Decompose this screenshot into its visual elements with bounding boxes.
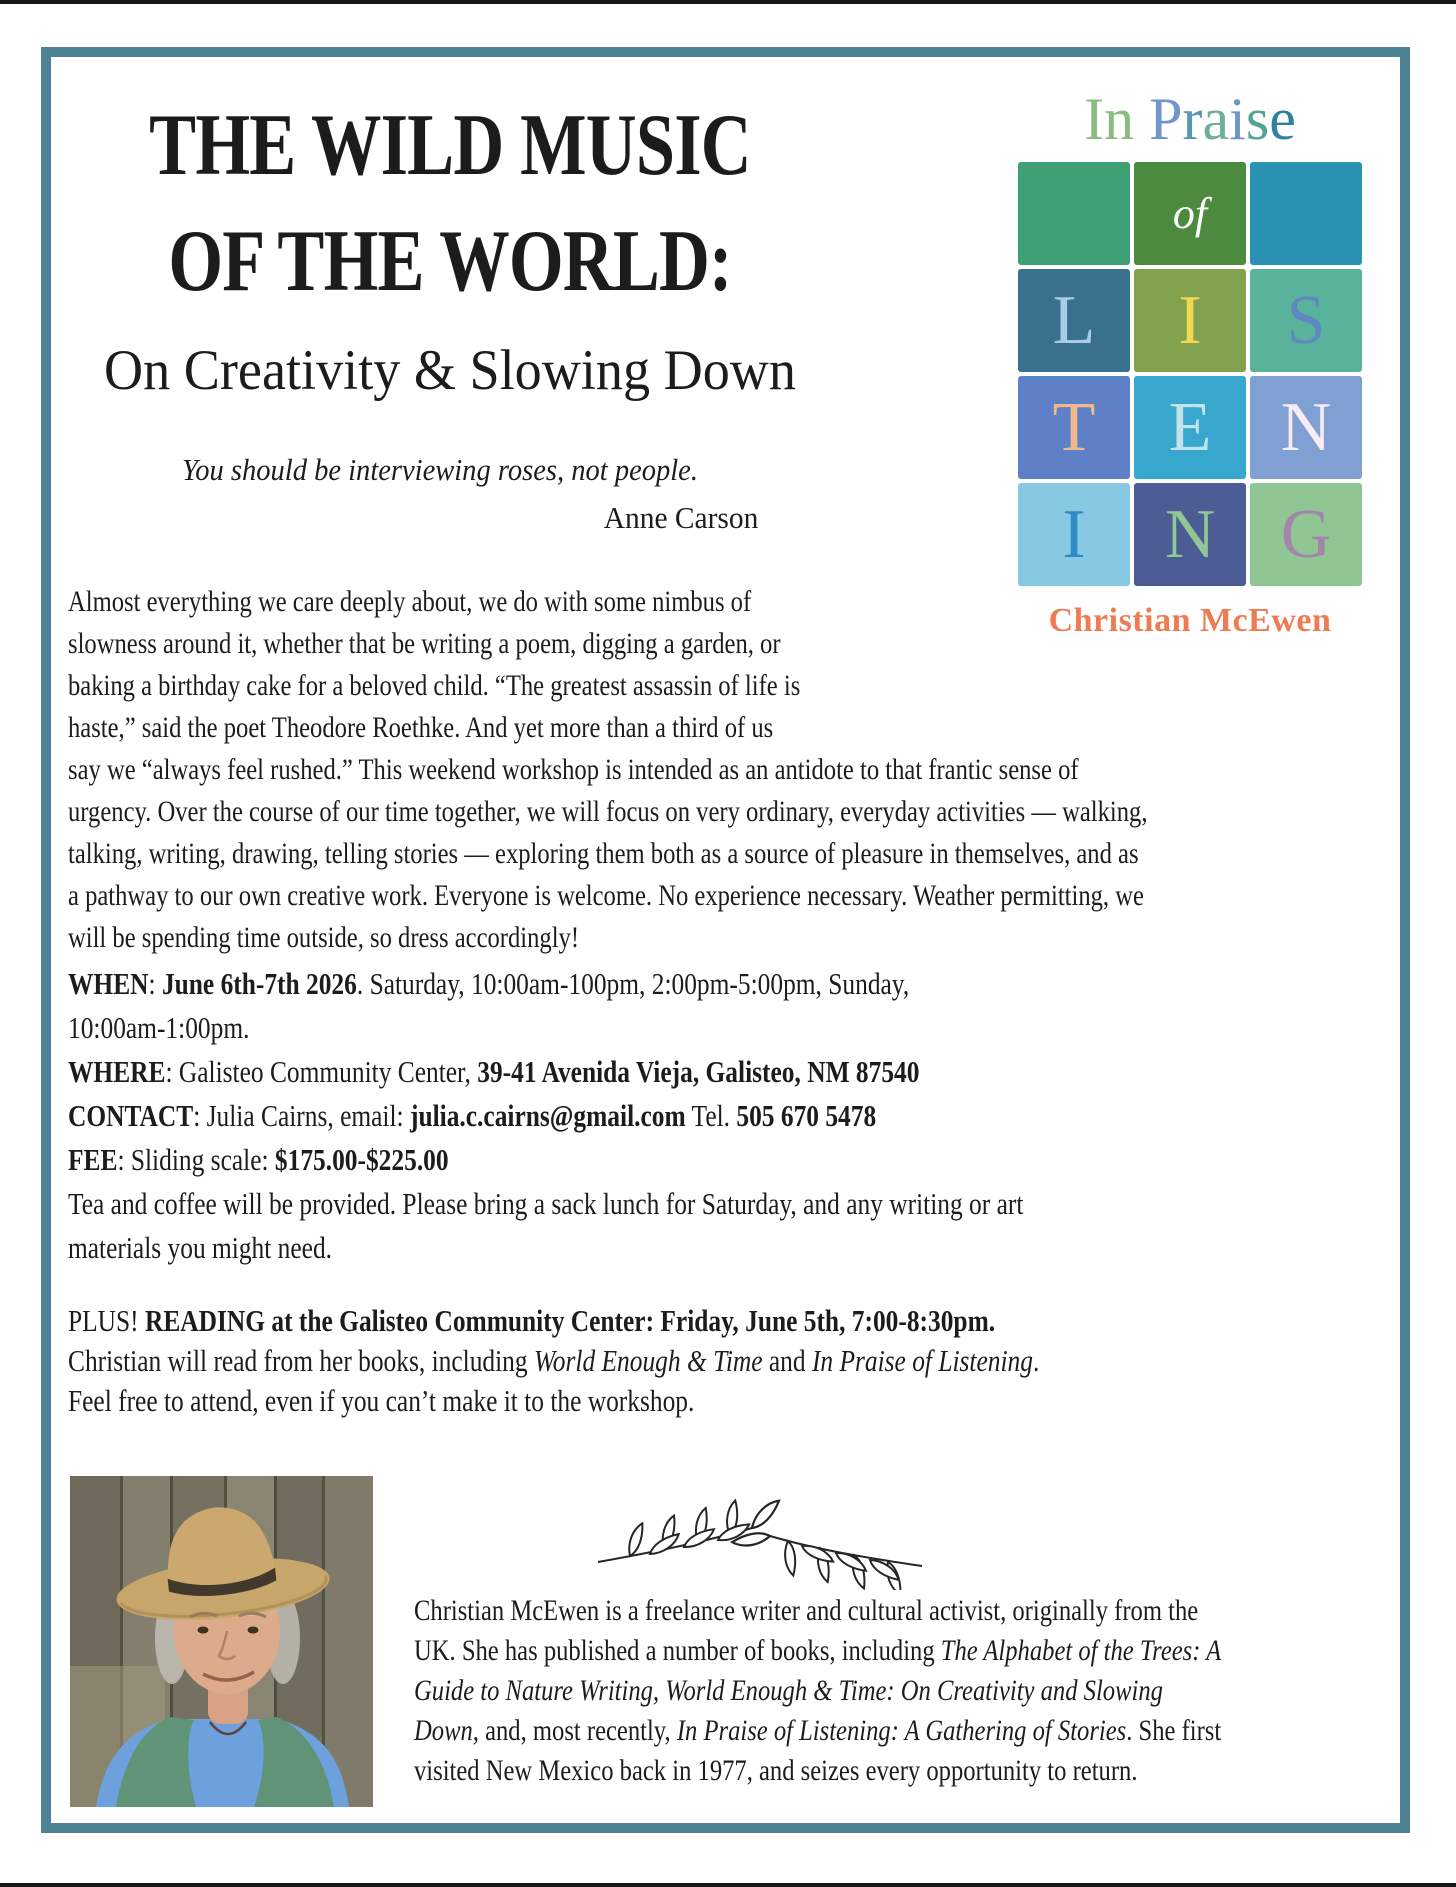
text-run: materials you might need. (68, 1230, 333, 1265)
text-run: julia.c.cairns@gmail.com (409, 1098, 686, 1133)
cover-cell (1250, 483, 1362, 586)
text-run: Christian will read from her books, including (68, 1343, 534, 1378)
cover-cell (1250, 269, 1362, 372)
cover-cell (1134, 376, 1246, 479)
page-title-line2: OF THE WORLD: (168, 213, 732, 310)
text-run: slowness around it, whether that be writing a poem, digging a garden, or (68, 627, 781, 660)
cover-cell (1250, 162, 1362, 265)
text-line (68, 623, 1282, 665)
leaf-ornament-icon (592, 1498, 928, 1590)
text-run: Down, (414, 1714, 479, 1747)
cover-cell (1018, 483, 1130, 586)
text-line (68, 1341, 1282, 1381)
text-run: visited New Mexico back in 1977, and seizes every opportunity to return. (414, 1754, 1138, 1787)
cover-letter: G (1280, 495, 1332, 573)
text-run: Christian McEwen is a freelance writer and cultural activist, originally from the (414, 1594, 1199, 1627)
right-eye (248, 1627, 259, 1634)
text-line (68, 1094, 1282, 1138)
text-run: In Praise of Listening: A Gathering of Stories (676, 1714, 1127, 1747)
text-run: e (1269, 86, 1296, 152)
text-run: $175.00-$225.00 (274, 1142, 449, 1177)
text-run: will be spending time outside, so dress accordingly! (68, 921, 580, 954)
cover-letter: T (1052, 388, 1096, 466)
text-run: r (1182, 86, 1203, 152)
text-line (68, 917, 1282, 959)
event-details (68, 962, 1282, 1270)
text-run: Feel free to attend, even if you can’t make it to the workshop. (68, 1383, 695, 1418)
text-run: Almost everything we care deeply about, we do with some nimbus of (68, 585, 752, 618)
text-run: a pathway to our own creative work. Everyone is welcome. No experience necessary. Weather permitting, we (68, 879, 1144, 912)
text-run: say we “always feel rushed.” This weekend workshop is intended as an antidote to that frantic sense of (68, 753, 1079, 786)
text-run: READING at the Galisteo Community Center: Friday, June 5th, 7:00-8:30pm. (144, 1303, 996, 1338)
cover-letter: E (1168, 388, 1212, 466)
portrait-photo (70, 1476, 373, 1807)
cover-grid (1018, 162, 1362, 586)
text-run: . Saturday, 10:00am-100pm, 2:00pm-5:00pm, Sunday, (356, 966, 910, 1001)
cover-cell (1134, 483, 1246, 586)
text-run: P (1149, 86, 1183, 152)
text-run: i (1229, 86, 1246, 152)
text-line (68, 791, 1282, 833)
text-run: The Alphabet of the Trees: A (940, 1634, 1222, 1667)
text-run: baking a birthday cake for a beloved child. “The greatest assassin of life is (68, 669, 801, 702)
page-subtitle: On Creativity & Slowing Down (104, 339, 796, 402)
text-line (68, 833, 1282, 875)
book-cover-author: Christian McEwen (1048, 602, 1332, 639)
cover-letter: of (1172, 189, 1208, 238)
text-run: : (148, 966, 162, 1001)
cover-letter: S (1286, 281, 1326, 359)
cover-cell (1134, 269, 1246, 372)
text-run: 39-41 Avenida Vieja, Galisteo, NM 87540 (477, 1054, 920, 1089)
text-run (1134, 86, 1149, 152)
text-run: PLUS! (68, 1303, 145, 1338)
text-line (68, 1301, 1282, 1341)
bio-paragraph (414, 1591, 1406, 1791)
cover-cell (1018, 162, 1130, 265)
top-edge-bar (0, 0, 1456, 4)
text-run: Tel. (685, 1098, 737, 1133)
text-run: UK. She has published a number of books, including (414, 1634, 941, 1667)
text-run: a (1202, 86, 1230, 152)
text-run: In Praise of Listening (811, 1343, 1033, 1378)
text-run: FEE (68, 1142, 118, 1177)
text-run: n (1104, 86, 1135, 152)
book-cover-title (1018, 84, 1362, 154)
intro-paragraph (68, 581, 1282, 959)
text-line (68, 962, 1282, 1006)
text-line (68, 1138, 1282, 1182)
cover-letter: I (1062, 495, 1086, 573)
cover-letter: N (1164, 495, 1216, 573)
reading-announcement (68, 1301, 1282, 1421)
text-line (68, 1050, 1282, 1094)
book-cover (1018, 84, 1362, 640)
text-run: talking, writing, drawing, telling stories — exploring them both as a source of pleasure in themselves, and as (68, 837, 1139, 870)
text-run: I (1084, 86, 1105, 152)
text-run: . She first (1126, 1714, 1222, 1747)
text-run: : Julia Cairns, email: (193, 1098, 410, 1133)
text-line (414, 1671, 1406, 1711)
text-line (68, 665, 1282, 707)
text-run: Guide to Nature Writing, World Enough & Time: On Creativity and Slowing (414, 1674, 1163, 1707)
text-run: haste,” said the poet Theodore Roethke. And yet more than a third of us (68, 711, 774, 744)
title-block (60, 88, 840, 408)
page-title-line1: THE WILD MUSIC (149, 97, 751, 194)
text-line (68, 1182, 1282, 1226)
text-line (68, 581, 1282, 623)
text-run: . (1032, 1343, 1040, 1378)
cover-cell (1018, 376, 1130, 479)
text-run: WHERE (68, 1054, 166, 1089)
text-line (68, 749, 1282, 791)
text-line (68, 1226, 1282, 1270)
text-line (414, 1751, 1406, 1791)
cover-letter: L (1052, 281, 1096, 359)
text-run: s (1245, 86, 1270, 152)
text-line (68, 1381, 1282, 1421)
text-run: and, most recently, (478, 1714, 677, 1747)
text-line (68, 1006, 1282, 1050)
text-line (414, 1711, 1406, 1751)
cover-letter: I (1178, 281, 1202, 359)
left-eye (198, 1627, 209, 1634)
text-run: : Sliding scale: (117, 1142, 275, 1177)
cover-cell (1134, 162, 1246, 265)
quote-attribution: Anne Carson (603, 500, 759, 535)
text-run: : Galisteo Community Center, (165, 1054, 478, 1089)
text-run: 505 670 5478 (736, 1098, 877, 1133)
cover-cell (1018, 269, 1130, 372)
text-line (414, 1591, 1406, 1631)
text-run: Tea and coffee will be provided. Please bring a sack lunch for Saturday, and any writing or art (68, 1186, 1024, 1221)
text-run: World Enough & Time (533, 1343, 763, 1378)
text-run: 10:00am-1:00pm. (68, 1010, 250, 1045)
text-line (68, 707, 1282, 749)
text-line (414, 1631, 1406, 1671)
text-line (68, 875, 1282, 917)
quote-text: You should be interviewing roses, not people. (181, 452, 698, 487)
text-run: WHEN (68, 966, 149, 1001)
text-run: June 6th-7th 2026 (161, 966, 357, 1001)
text-run: and (762, 1343, 812, 1378)
text-run: urgency. Over the course of our time together, we will focus on very ordinary, everyday activities — walking, (68, 795, 1148, 828)
cover-letter: N (1280, 388, 1332, 466)
text-run: CONTACT (68, 1098, 194, 1133)
bottom-edge-bar (0, 1883, 1456, 1887)
cover-cell (1250, 376, 1362, 479)
